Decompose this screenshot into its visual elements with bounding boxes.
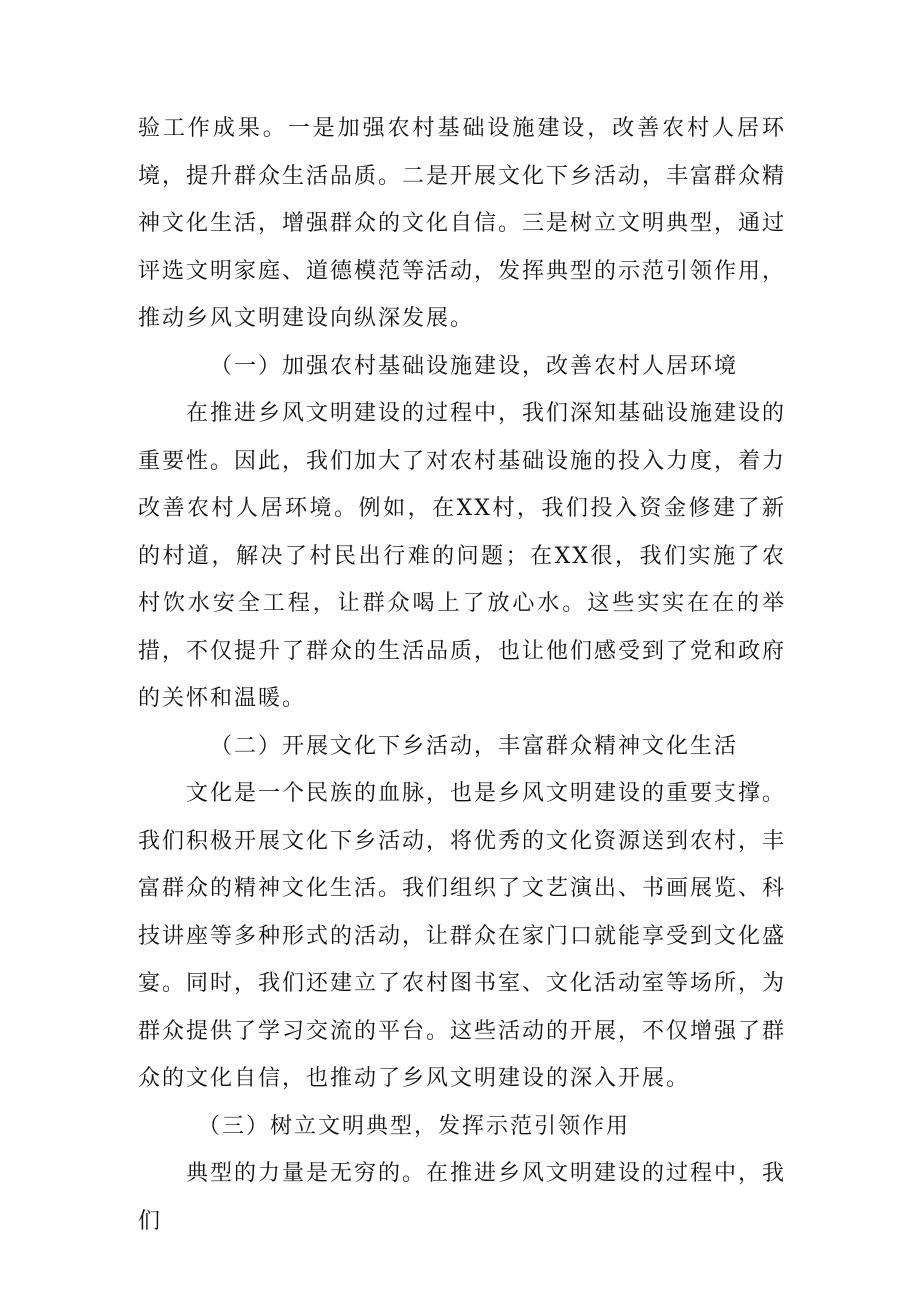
section-heading-culture: （二）开展文化下乡活动，丰富群众精神文化生活 bbox=[210, 733, 739, 759]
section-heading-infrastructure: （一）加强农村基础设施建设，改善农村人居环境 bbox=[210, 353, 739, 379]
body-paragraph-infrastructure: 在推进乡风文明建设的过程中，我们深知基础设施建设的重要性。因此，我们加大了对农村基础设施的投入力度，着力改善农村人居环境。例如，在XX村，我们投入资金修建了新的村道，解决了村民出行难的问题；在XX很，我们实施了农村饮水安全工程，让群众喝上了放心水。这些实实在在的举措，不仅提升了群众的生活品质，也让他们感受到了党和政府的关怀和温暖。 bbox=[138, 401, 787, 711]
body-paragraph-models: 典型的力量是无穷的。在推进乡风文明建设的过程中，我们 bbox=[138, 1161, 787, 1234]
section-heading-models: （三）树立文明典型，发挥示范引领作用 bbox=[198, 1113, 631, 1139]
body-paragraph-intro-continued: 验工作成果。一是加强农村基础设施建设，改善农村人居环境，提升群众生活品质。二是开展文化下乡活动，丰富群众精神文化生活，增强群众的文化自信。三是树立文明典型，通过评选文明家庭、道德模范等活动，发挥典型的示范引领作用，推动乡风文明建设向纵深发展。 bbox=[138, 116, 787, 331]
document-body bbox=[138, 105, 786, 1245]
body-paragraph-culture: 文化是一个民族的血脉，也是乡风文明建设的重要支撑。我们积极开展文化下乡活动，将优秀的文化资源送到农村，丰富群众的精神文化生活。我们组织了文艺演出、书画展览、科技讲座等多种形式的活动，让群众在家门口就能享受到文化盛宴。同时，我们还建立了农村图书室、文化活动室等场所，为群众提供了学习交流的平台。这些活动的开展，不仅增强了群众的文化自信，也推动了乡风文明建设的深入开展。 bbox=[138, 781, 787, 1091]
